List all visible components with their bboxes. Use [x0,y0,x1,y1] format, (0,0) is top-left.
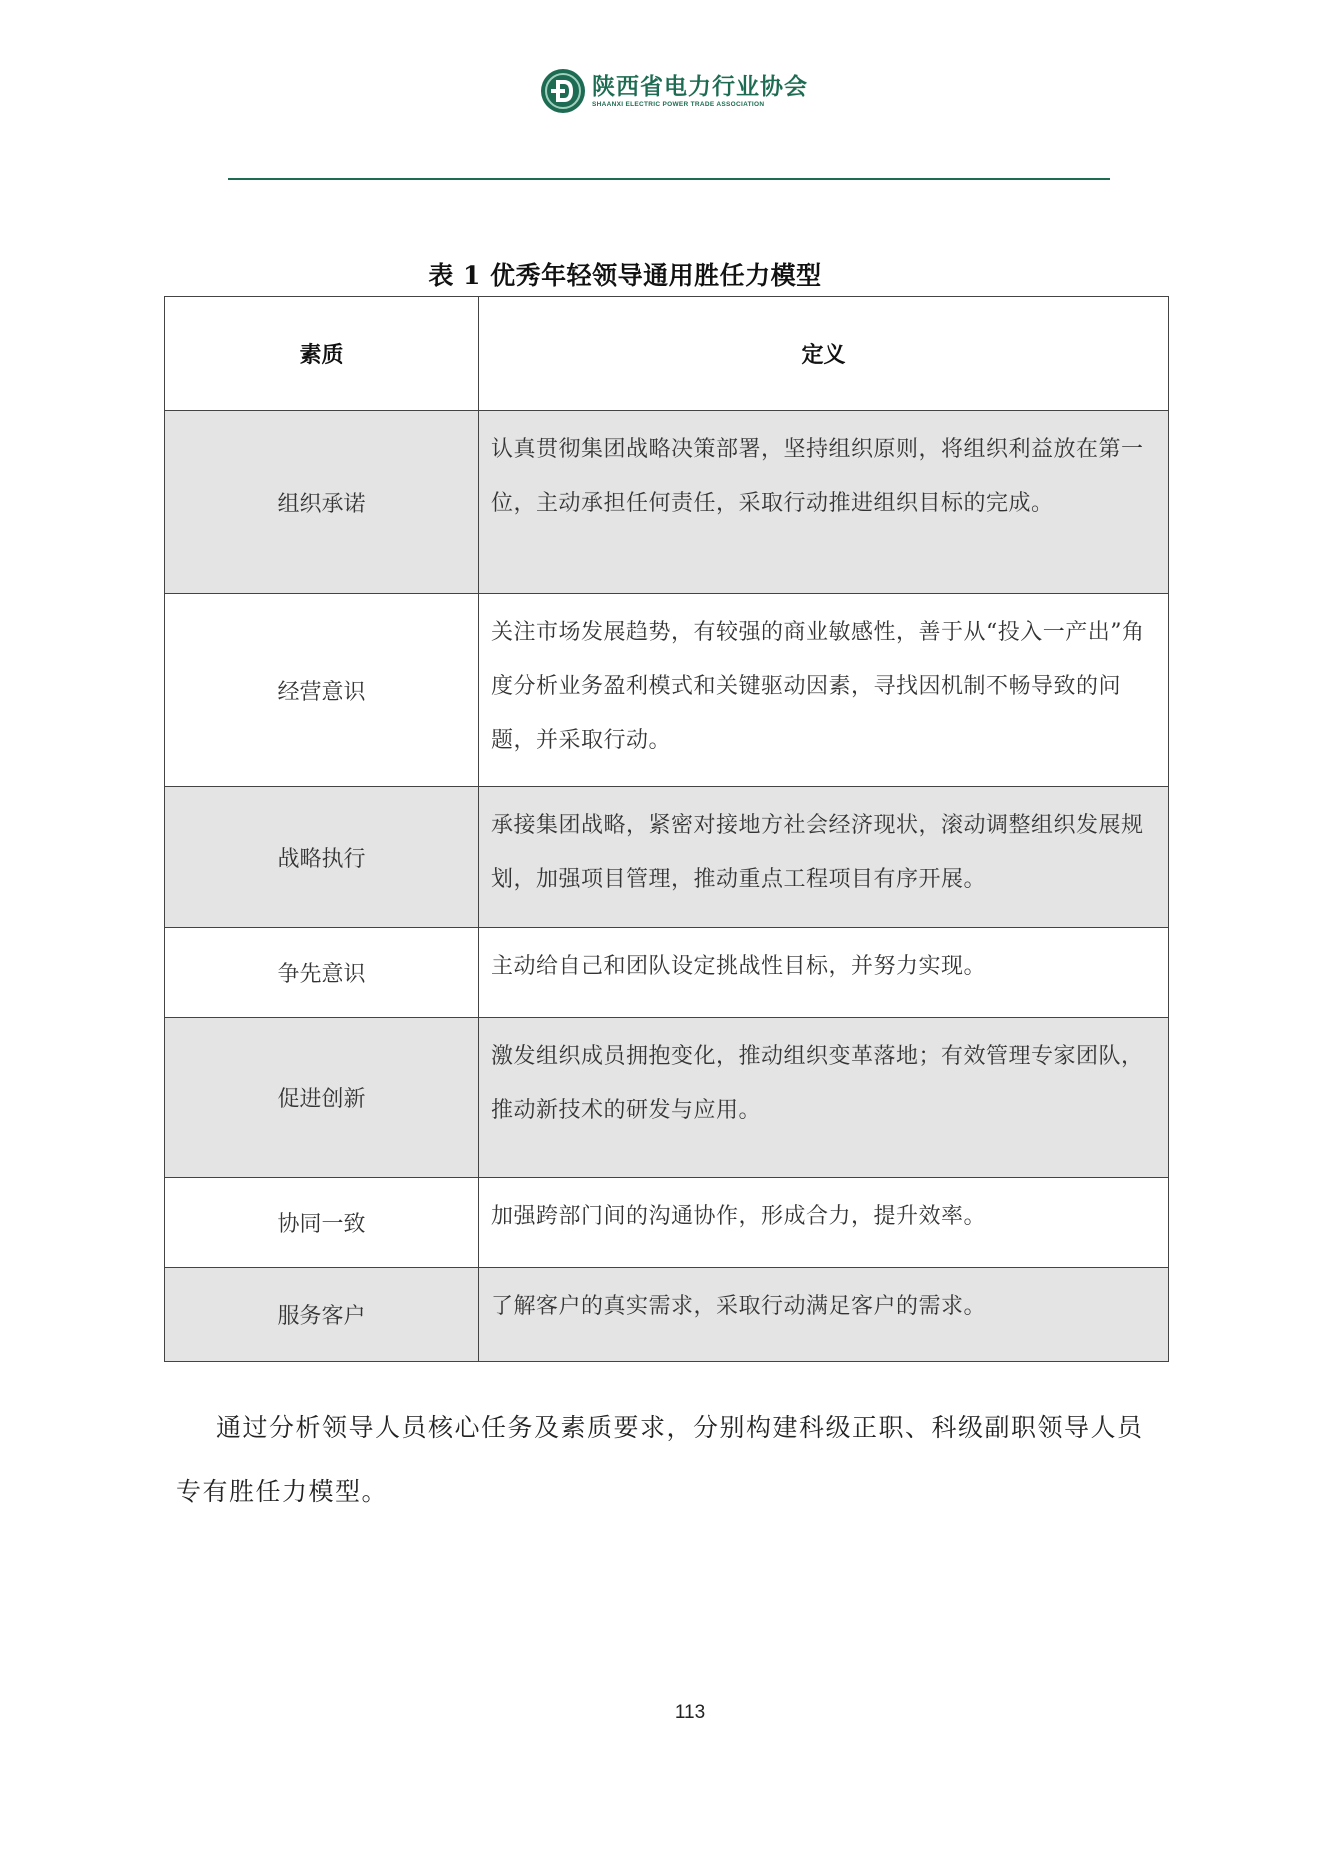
table-row [165,411,1169,594]
quality-definition: 承接集团战略，紧密对接地方社会经济现状，滚动调整组织发展规划，加强项目管理，推动重点工程项目有序开展。 [479,787,1169,928]
quality-definition: 了解客户的真实需求，采取行动满足客户的需求。 [479,1268,1169,1362]
table-row [165,1178,1169,1268]
quality-definition: 激发组织成员拥抱变化，推动组织变革落地；有效管理专家团队，推动新技术的研发与应用。 [479,1018,1169,1178]
org-name-cn: 陕西省电力行业协会 [592,73,808,100]
quality-name: 战略执行 [165,787,479,928]
table-header-row [165,297,1169,411]
column-header-definition: 定义 [479,297,1169,411]
quality-definition: 主动给自己和团队设定挑战性目标，并努力实现。 [479,928,1169,1018]
table-row [165,1018,1169,1178]
quality-definition: 认真贯彻集团战略决策部署，坚持组织原则，将组织利益放在第一位，主动承担任何责任，采取行动推进组织目标的完成。 [479,411,1169,594]
association-logo-icon [540,68,586,114]
quality-name: 促进创新 [165,1018,479,1178]
quality-definition: 关注市场发展趋势，有较强的商业敏感性，善于从“投入一产出”角度分析业务盈利模式和关键驱动因素，寻找因机制不畅导致的问题，并采取行动。 [479,594,1169,787]
quality-name: 组织承诺 [165,411,479,594]
association-logo [540,68,808,114]
table-row [165,787,1169,928]
quality-name: 服务客户 [165,1268,479,1362]
table-row [165,1268,1169,1362]
table-title: 表 1 优秀年轻领导通用胜任力模型 [428,261,822,290]
table-row [165,928,1169,1018]
page-number: 113 [674,1702,706,1723]
quality-name: 协同一致 [165,1178,479,1268]
quality-definition: 加强跨部门间的沟通协作，形成合力，提升效率。 [479,1178,1169,1268]
org-name-en: SHAANXI ELECTRIC POWER TRADE ASSOCIATION [592,100,765,108]
column-header-quality: 素质 [165,297,479,411]
competency-model-table [164,296,1169,1362]
header-divider [228,178,1110,180]
body-paragraph: 通过分析领导人员核心任务及素质要求，分别构建科级正职、科级副职领导人员专有胜任力模型。 [176,1413,1144,1506]
quality-name: 争先意识 [165,928,479,1018]
quality-name: 经营意识 [165,594,479,787]
page-header [0,60,1317,120]
table-row [165,594,1169,787]
